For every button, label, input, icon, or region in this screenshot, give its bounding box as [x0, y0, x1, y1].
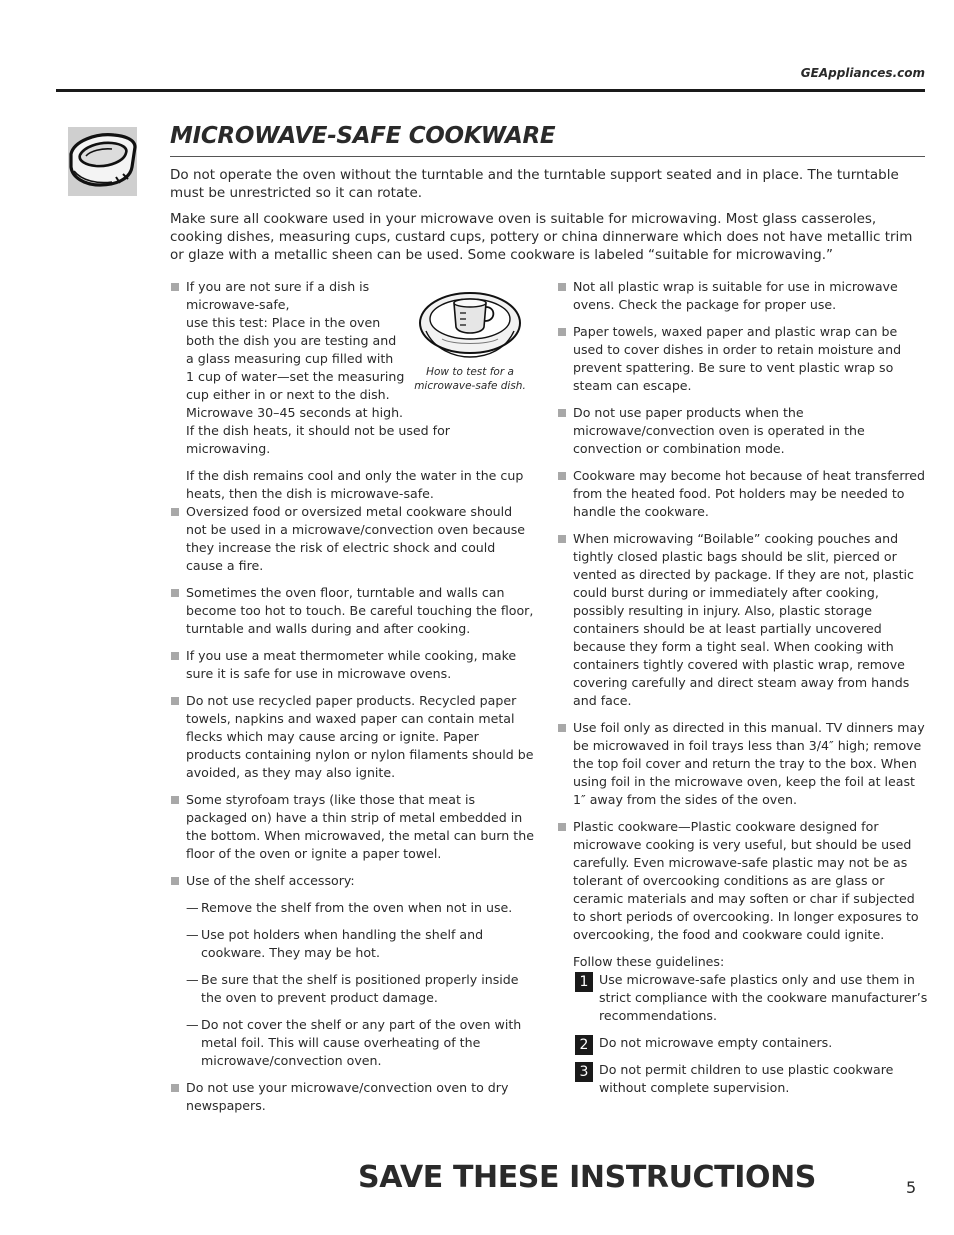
shelf-text: Use of the shelf accessory: [186, 873, 355, 888]
styrofoam-item [171, 791, 536, 863]
paper-products-text: Do not use paper products when the microwave/convection oven is operated in the convection or combination mode. [573, 405, 865, 456]
dish-test-line: cup either in or next to the dish. [186, 387, 390, 402]
bullet-square [171, 589, 179, 597]
figure-caption-line: How to test for a [426, 366, 514, 378]
title-rule [170, 156, 925, 157]
shelf-subitem-text: Remove the shelf from the oven when not in use. [201, 900, 513, 915]
floor-item [171, 584, 536, 638]
hot-cookware-text: Cookware may become hot because of heat transferred from the heated food. Pot holders may be needed to handle the cookware. [573, 468, 925, 519]
dish-test-line: microwave-safe, [186, 297, 290, 312]
figure-caption-line: microwave-safe dish. [414, 380, 526, 392]
page-number: 5 [906, 1178, 917, 1197]
bullet-square [558, 535, 566, 543]
guideline-text: Do not microwave empty containers. [599, 1035, 833, 1050]
shelf-subitem-text: Use pot holders when handling the shelf and cookware. They may be hot. [201, 927, 484, 960]
foil-text: Use foil only as directed in this manual. TV dinners may be microwaved in foil trays less than 3/4″ high; remove the top foil cover and return the tray to the box. When using foil in the microwave oven, keep the foil at least 1″ away from the sides of the oven. [573, 720, 925, 807]
hot-cookware-item [558, 467, 928, 521]
dish-test-line: Microwave 30–45 seconds at high. [186, 405, 404, 420]
recycled-item [171, 692, 536, 782]
bullet-square [558, 409, 566, 417]
plastic-cookware-text: Plastic cookware—Plastic cookware designed for microwave cooking is very useful, but should be used carefully. Even microwave-safe plastic may not be as tolerant of overcooking conditions as are glass or ceramic materials and may soften or char if subjected to short periods of overcooking. In longer exposures to overcooking, the food and cookware could ignite. [573, 819, 919, 942]
bullet-square [558, 472, 566, 480]
save-instructions-banner: SAVE THESE INSTRUCTIONS [358, 1160, 817, 1195]
guideline-number: 1 [575, 972, 593, 992]
dish-test-line: use this test: Place in the oven [186, 315, 381, 330]
paper-towels-text: Paper towels, waxed paper and plastic wrap can be used to cover dishes in order to retain moisture and prevent spattering. Be sure to vent plastic wrap so steam can escape. [573, 324, 902, 393]
bullet-square [171, 877, 179, 885]
guideline-text: Use microwave-safe plastics only and use them in strict compliance with the cookware manufacturer’s recommendations. [599, 972, 928, 1023]
bullet-square [558, 823, 566, 831]
site-url: GEAppliances.com [800, 66, 925, 80]
plastic-wrap-text: Not all plastic wrap is suitable for use in microwave ovens. Check the package for proper use. [573, 279, 898, 312]
thermometer-text: If you use a meat thermometer while cooking, make sure it is safe for use in microwave ovens. [186, 648, 517, 681]
bullet-square [171, 1084, 179, 1092]
bullet-square [171, 796, 179, 804]
oversized-text: Oversized food or oversized metal cookware should not be used in a microwave/convection oven because they increase the risk of electric shock and could cause a fire. [186, 504, 526, 573]
dish-test-line: If the dish heats, it should not be used for microwaving. [186, 423, 450, 456]
dash-mark: — [186, 1017, 199, 1032]
shelf-item [171, 872, 536, 890]
bullet-square [171, 697, 179, 705]
left-column [171, 278, 536, 1124]
bullet-square [171, 508, 179, 516]
bullet-square [558, 328, 566, 336]
newspapers-item [171, 1079, 536, 1115]
boilable-item [558, 530, 928, 710]
boilable-text: When microwaving “Boilable” cooking pouches and tightly closed plastic bags should be slit, pierced or vented as directed by package. If they are not, plastic could burst during or immediately after cooking, possibly resulting in injury. Also, plastic storage containers should be at least partially uncovered because they form a tight seal. When cooking with containers tightly covered with plastic wrap, remove covering carefully and direct steam away from hands and face. [573, 531, 914, 708]
intro-paragraph-2: Make sure all cookware used in your microwave oven is suitable for microwaving. Most glass casseroles, cooking dishes, measuring cups, custard cups, pottery or china dinnerware which does not have metallic trim or glaze with a metallic sheen can be used. Some cookware is labeled “suitable for microwaving.” [170, 211, 913, 263]
shelf-subitem-text: Be sure that the shelf is positioned properly inside the oven to prevent product damage. [201, 972, 519, 1005]
bullet-square [171, 652, 179, 660]
dish-test-figure [410, 283, 530, 393]
right-column [558, 278, 928, 1106]
dish-test-line: 1 cup of water—set the measuring [186, 369, 405, 384]
dash-mark: — [186, 972, 199, 987]
bullet-square [171, 283, 179, 291]
paper-towels-item [558, 323, 928, 395]
guidelines-intro: Follow these guidelines: [573, 954, 725, 969]
paper-products-item [558, 404, 928, 458]
guideline-item [573, 1061, 928, 1097]
shelf-subitem-text: Do not cover the shelf or any part of the oven with metal foil. This will cause overheating of the microwave/convection oven. [201, 1017, 522, 1068]
dish-test-line: both the dish you are testing and [186, 333, 397, 348]
oversized-item [171, 503, 536, 575]
shelf-subitem [171, 1016, 536, 1070]
shelf-subitem [171, 899, 536, 917]
guideline-item [573, 971, 928, 1025]
bullet-square [558, 283, 566, 291]
dish-test-continued: If the dish remains cool and only the water in the cup heats, then the dish is microwave-safe. [186, 468, 524, 501]
dash-mark: — [186, 900, 199, 915]
dish-test-line: If you are not sure if a dish is [186, 279, 370, 294]
guideline-number: 2 [575, 1035, 593, 1055]
dish-with-measuring-cup-illustration [418, 283, 522, 363]
shelf-subitem [171, 926, 536, 962]
recycled-text: Do not use recycled paper products. Recycled paper towels, napkins and waxed paper can contain metal flecks which may cause arcing or ignite. Paper products containing nylon or nylon filaments should be avoided, as they may also ignite. [186, 693, 534, 780]
foil-item [558, 719, 928, 809]
guideline-text: Do not permit children to use plastic cookware without complete supervision. [599, 1062, 894, 1095]
thermometer-item [171, 647, 536, 683]
floor-text: Sometimes the oven floor, turntable and walls can become too hot to touch. Be careful touching the floor, turntable and walls during and after cooking. [186, 585, 534, 636]
plastic-wrap-item [558, 278, 928, 314]
newspapers-text: Do not use your microwave/convection oven to dry newspapers. [186, 1080, 509, 1113]
plastic-cookware-item [558, 818, 928, 944]
header-rule [56, 89, 925, 92]
dish-test-line: a glass measuring cup filled with [186, 351, 394, 366]
shelf-subitem [171, 971, 536, 1007]
dash-mark: — [186, 927, 199, 942]
guideline-number: 3 [575, 1062, 593, 1082]
bullet-square [558, 724, 566, 732]
page-title: MICROWAVE-SAFE COOKWARE [170, 123, 556, 149]
intro-paragraph-1: Do not operate the oven without the turntable and the turntable support seated and in place. The turntable must be unrestricted so it can rotate. [170, 167, 899, 201]
cookware-dish-icon [68, 127, 137, 196]
styrofoam-text: Some styrofoam trays (like those that meat is packaged on) have a thin strip of metal embedded in the bottom. When microwaved, the metal can burn the floor of the oven or ignite a paper towel. [186, 792, 534, 861]
guideline-item [573, 1034, 928, 1052]
